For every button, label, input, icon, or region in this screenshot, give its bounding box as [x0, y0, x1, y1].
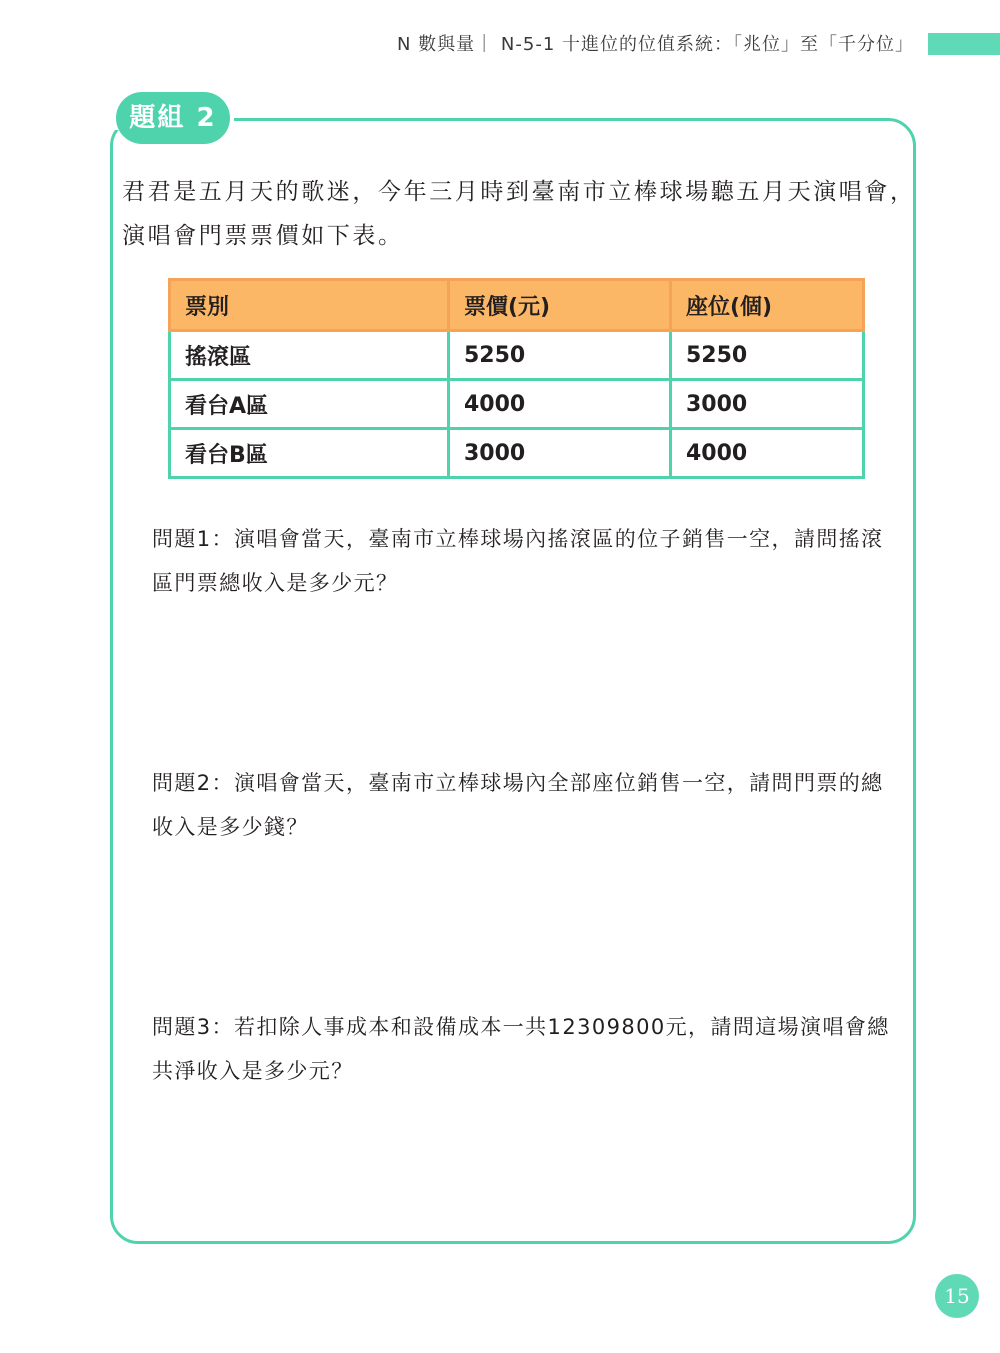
header-color-tab — [928, 33, 1000, 55]
ticket-price-table — [168, 278, 865, 479]
running-header: N 數與量｜ N-5-1 十進位的位值系統：「兆位」至「千分位」 — [397, 34, 914, 55]
table-header-row — [170, 280, 864, 331]
table-row — [170, 331, 864, 380]
ticket-type-cell: 搖滾區 — [170, 331, 449, 380]
question-1: 問題1：演唱會當天，臺南市立棒球場內搖滾區的位子銷售一空，請問搖滾區門票總收入是多少元？ — [152, 527, 884, 595]
price-cell: 4000 — [449, 380, 671, 429]
table-row — [170, 429, 864, 478]
intro-text: 君君是五月天的歌迷，今年三月時到臺南市立棒球場聽五月天演唱會，演唱會門票票價如下表。 — [122, 179, 916, 249]
answer-area-1 — [152, 610, 882, 740]
column-header-ticket-type: 票別 — [170, 280, 449, 331]
column-header-price: 票價(元) — [449, 280, 671, 331]
seats-cell: 5250 — [671, 331, 864, 380]
seats-cell: 4000 — [671, 429, 864, 478]
question-2: 問題2：演唱會當天，臺南市立棒球場內全部座位銷售一空，請問門票的總收入是多少錢？ — [152, 771, 884, 839]
ticket-type-cell: 看台B區 — [170, 429, 449, 478]
column-header-seats: 座位(個) — [671, 280, 864, 331]
ticket-type-cell: 看台A區 — [170, 380, 449, 429]
answer-area-3 — [152, 1099, 882, 1229]
group-badge: 題組 2 — [116, 92, 230, 144]
table-row — [170, 380, 864, 429]
page-number: 15 — [935, 1274, 979, 1318]
price-cell: 3000 — [449, 429, 671, 478]
price-cell: 5250 — [449, 331, 671, 380]
question-3: 問題3：若扣除人事成本和設備成本一共12309800元，請問這場演唱會總共淨收入是多少元？ — [152, 1015, 890, 1083]
seats-cell: 3000 — [671, 380, 864, 429]
answer-area-2 — [152, 855, 882, 985]
